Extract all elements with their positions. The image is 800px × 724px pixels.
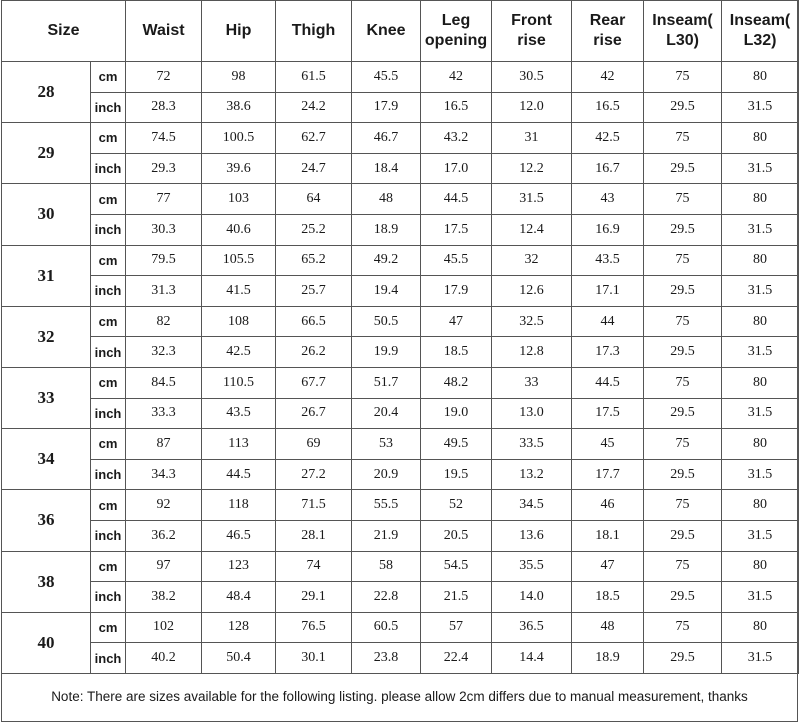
unit-cell: cm xyxy=(91,306,126,337)
unit-cell: inch xyxy=(91,398,126,429)
value-cell: 67.7 xyxy=(276,367,352,398)
value-cell: 29.5 xyxy=(644,337,722,368)
value-cell: 40.6 xyxy=(202,214,276,245)
value-cell: 110.5 xyxy=(202,367,276,398)
value-cell: 58 xyxy=(352,551,421,582)
value-cell: 43.5 xyxy=(202,398,276,429)
header-line: rise xyxy=(517,32,546,49)
value-cell: 41.5 xyxy=(202,276,276,307)
value-cell: 34.5 xyxy=(492,490,572,521)
unit-cell: cm xyxy=(91,245,126,276)
value-cell: 80 xyxy=(722,62,799,93)
value-cell: 80 xyxy=(722,612,799,643)
header-thigh xyxy=(276,1,352,62)
value-cell: 20.4 xyxy=(352,398,421,429)
value-cell: 14.4 xyxy=(492,643,572,674)
value-cell: 48.4 xyxy=(202,582,276,613)
value-cell: 31.5 xyxy=(722,92,799,123)
value-cell: 103 xyxy=(202,184,276,215)
value-cell: 33.3 xyxy=(126,398,202,429)
value-cell: 51.7 xyxy=(352,367,421,398)
value-cell: 31.5 xyxy=(722,398,799,429)
value-cell: 44.5 xyxy=(572,367,644,398)
value-cell: 24.7 xyxy=(276,153,352,184)
table-row xyxy=(2,92,799,123)
value-cell: 47 xyxy=(421,306,492,337)
value-cell: 75 xyxy=(644,490,722,521)
value-cell: 76.5 xyxy=(276,612,352,643)
value-cell: 29.5 xyxy=(644,276,722,307)
size-cell: 29 xyxy=(2,123,91,184)
value-cell: 31.5 xyxy=(722,643,799,674)
value-cell: 12.2 xyxy=(492,153,572,184)
value-cell: 44 xyxy=(572,306,644,337)
table-row xyxy=(2,337,799,368)
size-cell: 30 xyxy=(2,184,91,245)
value-cell: 46.7 xyxy=(352,123,421,154)
table-row xyxy=(2,184,799,215)
unit-cell: inch xyxy=(91,214,126,245)
value-cell: 23.8 xyxy=(352,643,421,674)
unit-cell: cm xyxy=(91,612,126,643)
value-cell: 46 xyxy=(572,490,644,521)
table-row xyxy=(2,643,799,674)
value-cell: 32.5 xyxy=(492,306,572,337)
value-cell: 66.5 xyxy=(276,306,352,337)
size-cell: 31 xyxy=(2,245,91,306)
value-cell: 80 xyxy=(722,367,799,398)
value-cell: 98 xyxy=(202,62,276,93)
header-inseam-l30 xyxy=(644,1,722,62)
value-cell: 31.5 xyxy=(722,214,799,245)
unit-cell: inch xyxy=(91,520,126,551)
value-cell: 57 xyxy=(421,612,492,643)
value-cell: 31.5 xyxy=(722,153,799,184)
value-cell: 30.3 xyxy=(126,214,202,245)
value-cell: 80 xyxy=(722,306,799,337)
value-cell: 29.1 xyxy=(276,582,352,613)
value-cell: 25.7 xyxy=(276,276,352,307)
table-row xyxy=(2,459,799,490)
value-cell: 17.9 xyxy=(421,276,492,307)
value-cell: 31.3 xyxy=(126,276,202,307)
value-cell: 69 xyxy=(276,429,352,460)
value-cell: 48 xyxy=(572,612,644,643)
value-cell: 29.5 xyxy=(644,459,722,490)
value-cell: 42 xyxy=(421,62,492,93)
value-cell: 75 xyxy=(644,62,722,93)
value-cell: 31.5 xyxy=(722,459,799,490)
table-row xyxy=(2,490,799,521)
value-cell: 21.5 xyxy=(421,582,492,613)
header-line: opening xyxy=(424,32,488,49)
value-cell: 31.5 xyxy=(492,184,572,215)
value-cell: 17.7 xyxy=(572,459,644,490)
value-cell: 19.4 xyxy=(352,276,421,307)
value-cell: 20.5 xyxy=(421,520,492,551)
value-cell: 61.5 xyxy=(276,62,352,93)
value-cell: 29.5 xyxy=(644,153,722,184)
value-cell: 92 xyxy=(126,490,202,521)
value-cell: 33 xyxy=(492,367,572,398)
value-cell: 38.6 xyxy=(202,92,276,123)
value-cell: 29.5 xyxy=(644,92,722,123)
value-cell: 42.5 xyxy=(202,337,276,368)
table-body xyxy=(2,62,799,674)
value-cell: 12.0 xyxy=(492,92,572,123)
value-cell: 29.5 xyxy=(644,582,722,613)
table-row xyxy=(2,367,799,398)
value-cell: 80 xyxy=(722,123,799,154)
table-row xyxy=(2,429,799,460)
value-cell: 39.6 xyxy=(202,153,276,184)
value-cell: 105.5 xyxy=(202,245,276,276)
value-cell: 18.5 xyxy=(421,337,492,368)
value-cell: 16.9 xyxy=(572,214,644,245)
header-line: Waist xyxy=(142,22,185,39)
value-cell: 31.5 xyxy=(722,582,799,613)
table-row xyxy=(2,214,799,245)
value-cell: 44.5 xyxy=(202,459,276,490)
value-cell: 26.7 xyxy=(276,398,352,429)
value-cell: 54.5 xyxy=(421,551,492,582)
value-cell: 28.3 xyxy=(126,92,202,123)
value-cell: 75 xyxy=(644,367,722,398)
value-cell: 38.2 xyxy=(126,582,202,613)
value-cell: 32 xyxy=(492,245,572,276)
value-cell: 30.5 xyxy=(492,62,572,93)
value-cell: 74.5 xyxy=(126,123,202,154)
value-cell: 97 xyxy=(126,551,202,582)
header-line: Leg xyxy=(441,12,471,29)
value-cell: 118 xyxy=(202,490,276,521)
value-cell: 20.9 xyxy=(352,459,421,490)
value-cell: 75 xyxy=(644,245,722,276)
table-row xyxy=(2,153,799,184)
value-cell: 34.3 xyxy=(126,459,202,490)
header-line: Rear xyxy=(589,12,626,29)
value-cell: 12.4 xyxy=(492,214,572,245)
unit-cell: inch xyxy=(91,643,126,674)
value-cell: 24.2 xyxy=(276,92,352,123)
value-cell: 18.4 xyxy=(352,153,421,184)
value-cell: 80 xyxy=(722,551,799,582)
header-line: Inseam( xyxy=(652,12,713,29)
value-cell: 102 xyxy=(126,612,202,643)
value-cell: 75 xyxy=(644,429,722,460)
unit-cell: inch xyxy=(91,337,126,368)
value-cell: 30.1 xyxy=(276,643,352,674)
value-cell: 80 xyxy=(722,490,799,521)
value-cell: 75 xyxy=(644,306,722,337)
value-cell: 108 xyxy=(202,306,276,337)
value-cell: 45 xyxy=(572,429,644,460)
value-cell: 45.5 xyxy=(352,62,421,93)
value-cell: 79.5 xyxy=(126,245,202,276)
unit-cell: cm xyxy=(91,490,126,521)
unit-cell: cm xyxy=(91,367,126,398)
unit-cell: inch xyxy=(91,276,126,307)
size-cell: 36 xyxy=(2,490,91,551)
value-cell: 33.5 xyxy=(492,429,572,460)
value-cell: 31.5 xyxy=(722,276,799,307)
value-cell: 13.0 xyxy=(492,398,572,429)
value-cell: 49.2 xyxy=(352,245,421,276)
table-row xyxy=(2,123,799,154)
header-line: rise xyxy=(593,32,622,49)
value-cell: 12.8 xyxy=(492,337,572,368)
header-inseam-l32 xyxy=(722,1,799,62)
value-cell: 71.5 xyxy=(276,490,352,521)
value-cell: 22.8 xyxy=(352,582,421,613)
value-cell: 17.0 xyxy=(421,153,492,184)
value-cell: 36.2 xyxy=(126,520,202,551)
value-cell: 17.9 xyxy=(352,92,421,123)
value-cell: 19.0 xyxy=(421,398,492,429)
header-line: L32) xyxy=(743,32,777,49)
header-rear-rise xyxy=(572,1,644,62)
value-cell: 18.1 xyxy=(572,520,644,551)
value-cell: 31.5 xyxy=(722,520,799,551)
size-cell: 34 xyxy=(2,429,91,490)
header-leg-opening xyxy=(421,1,492,62)
value-cell: 19.9 xyxy=(352,337,421,368)
value-cell: 18.9 xyxy=(572,643,644,674)
unit-cell: inch xyxy=(91,459,126,490)
value-cell: 29.5 xyxy=(644,398,722,429)
value-cell: 29.5 xyxy=(644,643,722,674)
header-line: L30) xyxy=(666,32,699,49)
value-cell: 128 xyxy=(202,612,276,643)
value-cell: 44.5 xyxy=(421,184,492,215)
value-cell: 55.5 xyxy=(352,490,421,521)
value-cell: 65.2 xyxy=(276,245,352,276)
value-cell: 50.5 xyxy=(352,306,421,337)
size-cell: 38 xyxy=(2,551,91,612)
size-cell: 32 xyxy=(2,306,91,367)
value-cell: 75 xyxy=(644,612,722,643)
value-cell: 17.5 xyxy=(572,398,644,429)
value-cell: 18.5 xyxy=(572,582,644,613)
value-cell: 29.5 xyxy=(644,214,722,245)
value-cell: 62.7 xyxy=(276,123,352,154)
value-cell: 16.5 xyxy=(572,92,644,123)
value-cell: 18.9 xyxy=(352,214,421,245)
value-cell: 26.2 xyxy=(276,337,352,368)
header-line: Hip xyxy=(225,22,252,39)
value-cell: 21.9 xyxy=(352,520,421,551)
value-cell: 46.5 xyxy=(202,520,276,551)
value-cell: 13.6 xyxy=(492,520,572,551)
header-front-rise xyxy=(492,1,572,62)
value-cell: 80 xyxy=(722,245,799,276)
header-line: Thigh xyxy=(291,22,336,39)
size-cell: 33 xyxy=(2,367,91,428)
value-cell: 40.2 xyxy=(126,643,202,674)
header-waist xyxy=(126,1,202,62)
value-cell: 52 xyxy=(421,490,492,521)
unit-cell: cm xyxy=(91,184,126,215)
size-chart-table xyxy=(1,0,799,674)
value-cell: 84.5 xyxy=(126,367,202,398)
value-cell: 75 xyxy=(644,184,722,215)
value-cell: 17.1 xyxy=(572,276,644,307)
value-cell: 48.2 xyxy=(421,367,492,398)
value-cell: 113 xyxy=(202,429,276,460)
value-cell: 45.5 xyxy=(421,245,492,276)
unit-cell: cm xyxy=(91,62,126,93)
value-cell: 123 xyxy=(202,551,276,582)
table-row xyxy=(2,520,799,551)
value-cell: 77 xyxy=(126,184,202,215)
value-cell: 32.3 xyxy=(126,337,202,368)
value-cell: 17.5 xyxy=(421,214,492,245)
table-row xyxy=(2,582,799,613)
value-cell: 64 xyxy=(276,184,352,215)
unit-cell: cm xyxy=(91,429,126,460)
header-size: Size xyxy=(2,1,126,62)
unit-cell: cm xyxy=(91,551,126,582)
table-row xyxy=(2,276,799,307)
value-cell: 36.5 xyxy=(492,612,572,643)
value-cell: 31.5 xyxy=(722,337,799,368)
value-cell: 42 xyxy=(572,62,644,93)
table-row xyxy=(2,551,799,582)
value-cell: 50.4 xyxy=(202,643,276,674)
value-cell: 14.0 xyxy=(492,582,572,613)
unit-cell: inch xyxy=(91,153,126,184)
value-cell: 75 xyxy=(644,123,722,154)
value-cell: 42.5 xyxy=(572,123,644,154)
header-knee xyxy=(352,1,421,62)
value-cell: 17.3 xyxy=(572,337,644,368)
header-hip xyxy=(202,1,276,62)
value-cell: 35.5 xyxy=(492,551,572,582)
value-cell: 60.5 xyxy=(352,612,421,643)
header-line: Knee xyxy=(366,22,406,39)
value-cell: 72 xyxy=(126,62,202,93)
table-row xyxy=(2,306,799,337)
header-line: Front xyxy=(511,12,552,29)
footnote: Note: There are sizes available for the following listing. please allow 2cm differs due to manual measurement, thanks xyxy=(1,671,798,722)
value-cell: 27.2 xyxy=(276,459,352,490)
table-row xyxy=(2,398,799,429)
unit-cell: inch xyxy=(91,582,126,613)
value-cell: 43.5 xyxy=(572,245,644,276)
table-row xyxy=(2,245,799,276)
size-cell: 40 xyxy=(2,612,91,673)
value-cell: 48 xyxy=(352,184,421,215)
value-cell: 16.7 xyxy=(572,153,644,184)
table-row xyxy=(2,62,799,93)
unit-cell: cm xyxy=(91,123,126,154)
value-cell: 43.2 xyxy=(421,123,492,154)
value-cell: 19.5 xyxy=(421,459,492,490)
value-cell: 31 xyxy=(492,123,572,154)
header-line: Inseam( xyxy=(729,12,791,29)
value-cell: 80 xyxy=(722,184,799,215)
value-cell: 49.5 xyxy=(421,429,492,460)
size-cell: 28 xyxy=(2,62,91,123)
value-cell: 75 xyxy=(644,551,722,582)
table-row xyxy=(2,612,799,643)
value-cell: 12.6 xyxy=(492,276,572,307)
value-cell: 25.2 xyxy=(276,214,352,245)
value-cell: 74 xyxy=(276,551,352,582)
value-cell: 29.5 xyxy=(644,520,722,551)
value-cell: 16.5 xyxy=(421,92,492,123)
value-cell: 87 xyxy=(126,429,202,460)
value-cell: 13.2 xyxy=(492,459,572,490)
value-cell: 47 xyxy=(572,551,644,582)
unit-cell: inch xyxy=(91,92,126,123)
value-cell: 29.3 xyxy=(126,153,202,184)
value-cell: 43 xyxy=(572,184,644,215)
value-cell: 82 xyxy=(126,306,202,337)
value-cell: 22.4 xyxy=(421,643,492,674)
value-cell: 100.5 xyxy=(202,123,276,154)
value-cell: 53 xyxy=(352,429,421,460)
value-cell: 80 xyxy=(722,429,799,460)
value-cell: 28.1 xyxy=(276,520,352,551)
table-header xyxy=(2,1,799,62)
